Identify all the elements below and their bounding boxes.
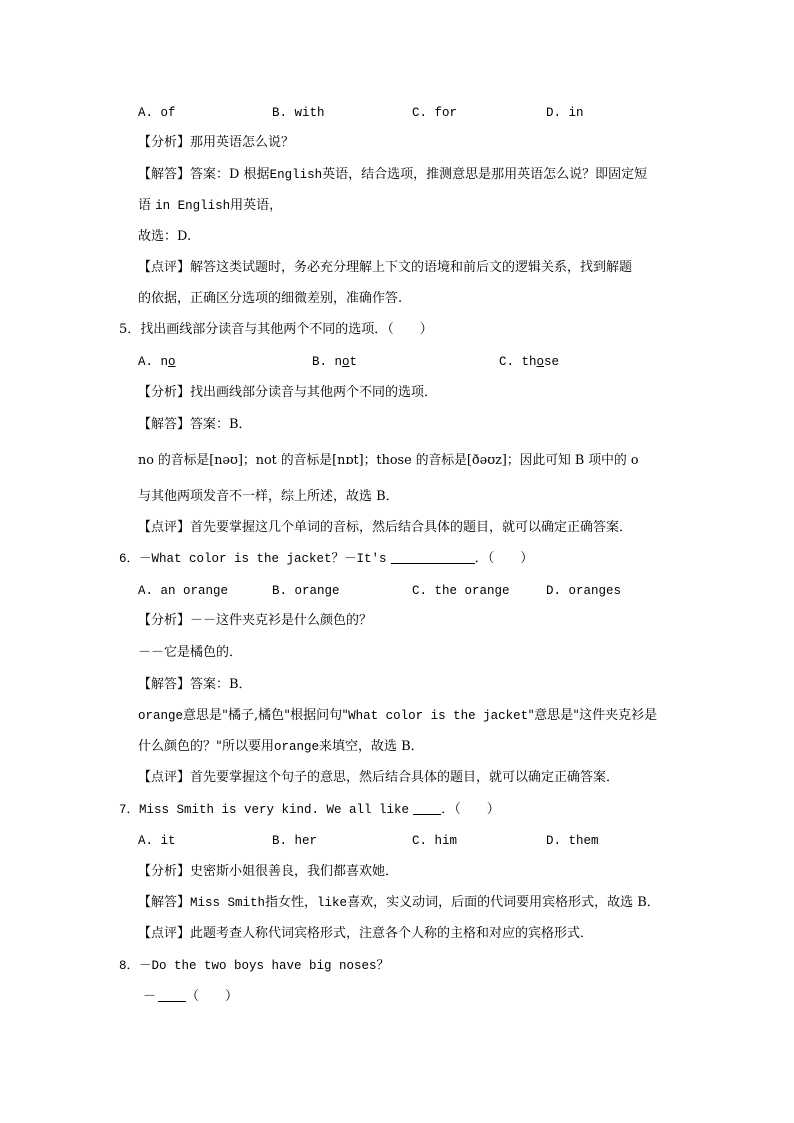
q7-answer-text-rest: 喜欢，实义动词，后面的代词要用宾格形式，故选 B．	[347, 895, 660, 910]
q4-comment-line-2: 的依据，正确区分选项的细微差别，准确作答.	[138, 291, 403, 306]
q7-answer-name: Miss Smith	[190, 896, 266, 910]
q5-option-c-text: C. th	[499, 355, 537, 369]
q7-answer-verb: like	[317, 896, 348, 910]
q5-option-a	[138, 354, 176, 370]
q5-option-c-underlined: o	[536, 355, 545, 369]
q7-option-a: A. it	[138, 834, 176, 848]
q4-answer-text-rest: 英语，结合选项，推测意思是那用英语怎么说？即固定短	[322, 167, 648, 182]
q7-answer-text: 指女性，	[265, 895, 318, 910]
q7-answer	[138, 895, 660, 911]
q7-stem-text: 7．Miss Smith is very kind. We all like	[119, 803, 410, 817]
q4-answer-english: English	[269, 168, 323, 182]
q8-stem-line-1	[119, 958, 389, 974]
q5-option-a-text: A. n	[138, 355, 169, 369]
q4-option-c: C. for	[412, 106, 458, 120]
q6-detail-line-1	[138, 708, 657, 724]
q8-stem-tail: （ ）	[186, 989, 239, 1004]
q6-detail-text-rest: 来填空，故选 B．	[319, 739, 424, 754]
q7-stem	[119, 802, 500, 818]
q6-detail-word: orange	[273, 740, 319, 754]
q5-analysis: 【分析】找出画线部分读音与其他两个不同的选项．	[138, 385, 438, 400]
q6-stem	[119, 551, 533, 567]
q8-answer-blank	[158, 1001, 186, 1002]
q4-answer-text-rest: 用英语，	[230, 198, 283, 213]
q4-answer-text: 语	[138, 198, 152, 213]
q8-stem-text: 8．－Do the two boys have big noses？	[119, 959, 390, 973]
q6-analysis-line-2: －－它是橘色的．	[138, 645, 243, 660]
q6-comment: 【点评】首先要掌握这个句子的意思，然后结合具体的题目，就可以确定正确答案．	[138, 770, 620, 785]
q6-stem-tail: ．（ ）	[474, 551, 534, 566]
q8-stem-line-2	[143, 989, 238, 1005]
q7-comment: 【点评】此题考查人称代词宾格形式，注意各个人称的主格和对应的宾格形式．	[138, 926, 594, 941]
q5-option-b-suffix: t	[349, 355, 358, 369]
q4-option-d: D. in	[546, 106, 584, 120]
q5-detail-line-1: no 的音标是[nəʊ]；not 的音标是[nɒt]；those 的音标是[ðəʊz]；因此可知 B 项中的 o	[138, 453, 639, 468]
q4-answer-choice: 故选：D.	[138, 229, 192, 244]
q4-answer-line-2	[138, 198, 282, 214]
q7-analysis: 【分析】史密斯小姐很善良，我们都喜欢她．	[138, 864, 399, 879]
q5-option-b-underlined: o	[342, 355, 350, 369]
q7-answer-blank	[413, 814, 441, 815]
q6-option-a: A. an orange	[138, 584, 229, 598]
q7-option-b: B. her	[272, 834, 318, 848]
q4-answer-line-1	[138, 167, 647, 183]
q5-detail-line-2: 与其他两项发音不一样，综上所述，故选 B．	[138, 489, 399, 504]
q5-option-c	[499, 354, 559, 370]
q6-detail-text: 什么颜色的？"所以要用	[138, 739, 274, 754]
q5-option-c-suffix: se	[544, 355, 560, 369]
q7-option-d: D. them	[546, 834, 599, 848]
q6-analysis-line-1: 【分析】－－这件夹克衫是什么颜色的？	[138, 613, 373, 628]
q4-option-b: B. with	[272, 106, 325, 120]
q5-option-b-text: B. n	[312, 355, 343, 369]
q6-answer-blank	[391, 563, 475, 564]
q4-analysis: 【分析】那用英语怎么说？	[138, 135, 295, 150]
q5-answer: 【解答】答案：B．	[138, 417, 252, 432]
q4-answer-text: 【解答】答案：D 根据	[138, 167, 270, 182]
q6-stem-text: 6．－What color is the jacket？－It's	[119, 552, 387, 566]
q6-detail-question: What color is the jacket	[348, 709, 529, 723]
q6-detail-line-2	[138, 739, 424, 755]
q5-option-b	[312, 354, 357, 370]
q6-detail-text-rest: "意思是"这件夹克衫是	[528, 708, 658, 723]
q4-option-a: A. of	[138, 106, 176, 120]
q5-option-a-underlined: o	[168, 355, 176, 369]
q6-option-b: B. orange	[272, 584, 340, 598]
q7-answer-label: 【解答】	[138, 895, 191, 910]
q5-comment: 【点评】首先要掌握这几个单词的音标，然后结合具体的题目，就可以确定正确答案．	[138, 520, 633, 535]
q7-option-c: C. him	[412, 834, 458, 848]
q6-option-c: C. the orange	[412, 584, 510, 598]
q6-detail-word: orange	[138, 709, 184, 723]
q8-dash: －	[143, 989, 157, 1004]
q6-answer: 【解答】答案：B．	[138, 677, 252, 692]
q5-stem: 5．找出画线部分读音与其他两个不同的选项．（ ）	[119, 322, 433, 337]
q6-option-d: D. oranges	[546, 584, 622, 598]
q4-answer-phrase: in English	[155, 199, 231, 213]
q6-detail-text: 意思是"橘子,橘色"根据问句"	[183, 708, 349, 723]
q4-comment-line-1: 【点评】解答这类试题时，务必充分理解上下文的语境和前后文的逻辑关系，找到解题	[138, 260, 633, 275]
q7-stem-tail: ．（ ）	[441, 802, 500, 817]
